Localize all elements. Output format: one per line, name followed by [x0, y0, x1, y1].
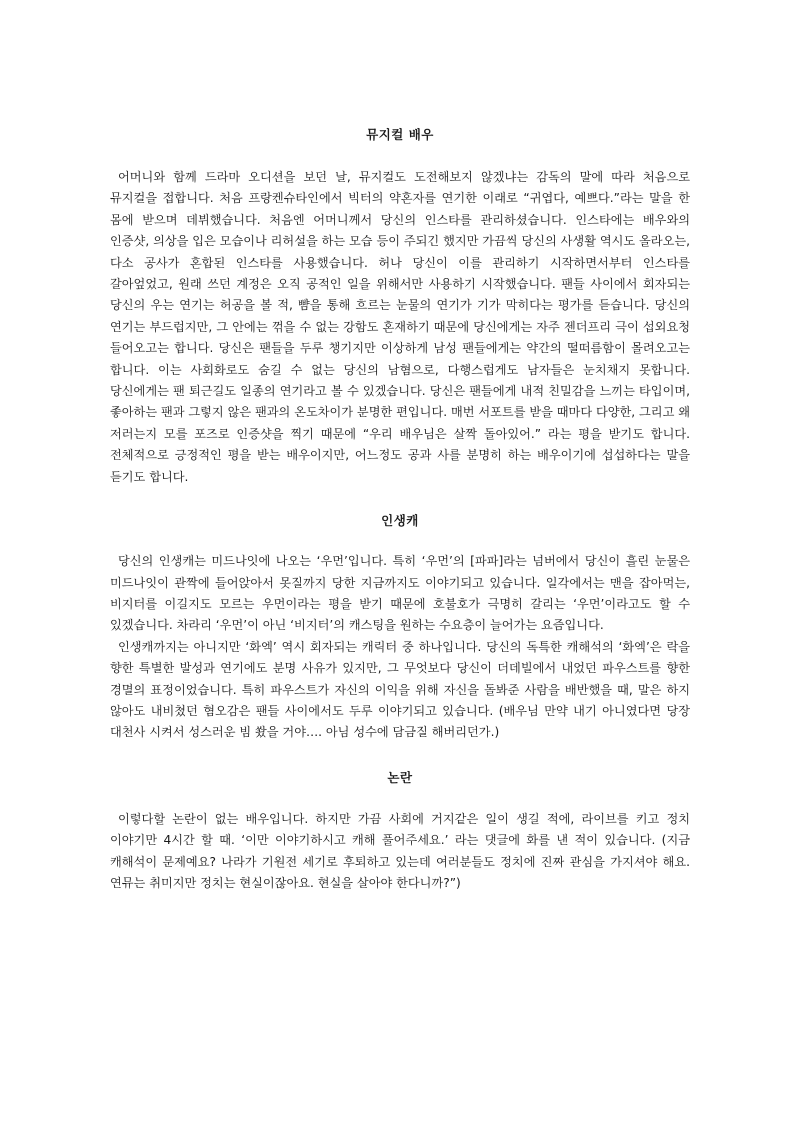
body-paragraph: 인생캐까지는 아니지만 ‘화엑’ 역시 회자되는 캐릭터 중 하나입니다. 당신의 독특한 캐해석의 ‘화엑’은 락을 향한 특별한 발성과 연기에도 분명 사유가 있지만, 그 무엇보다 당신이 더데빌에서 내었던 파우스트를 향한 경멸의 표정이었습니다. 특히 파우스트가 자신의 이익을 위해 자신을 돌봐준 사람을 배반했을 때, 말은 하지 않아도 내비쳤던 혐오감은 팬들 사이에서도 두루 이야기되고 있습니다. (배우님 만약 내기 아니였다면 당장 대천사 시켜서 성스러운 빔 쐈을 거야…. 아님 성수에 담금질 해버리던가.): [110, 639, 690, 740]
body-paragraph: 당신의 인생캐는 미드나잇에 나오는 ‘우먼’입니다. 특히 ‘우먼’의 [파파]라는 넘버에서 당신이 흘린 눈물은 미드나잇이 관짝에 들어앉아서 못질까지 당한 지금까지도 이야기되고 있습니다. 일각에서는 맨을 잡아먹는, 비지터를 이길지도 모르는 우먼이라는 평을 받기 때문에 호불호가 극명히 갈리는 ‘우먼’이라고도 할 수 있겠습니다. 차라리 ‘우먼’이 아닌 ‘비지터’의 캐스팅을 원하는 수요층이 늘어가는 요즘입니다.: [110, 554, 690, 633]
document-page: [110, 125, 690, 894]
body-paragraph: 어머니와 함께 드라마 오디션을 보던 날, 뮤지컬도 도전해보지 않겠냐는 감독의 말에 따라 처음으로 뮤지컬을 접합니다. 처음 프랑켄슈타인에서 빅터의 약혼자를 연기한 이래로 “귀엽다, 예쁘다.”라는 말을 한 몸에 받으며 데뷔했습니다. 처음엔 어머니께서 당신의 인스타를 관리하셨습니다. 인스타에는 배우와의 인증샷, 의상을 입은 모습이나 리허설을 하는 모습 등이 주되긴 했지만 가끔씩 당신의 사생활 역시도 올라오는, 다소 공사가 혼합된 인스타를 사용했습니다. 허나 당신이 이를 관리하기 시작하면서부터 인스타를 갈아엎었고, 원래 쓰던 계정은 오직 공적인 일을 위해서만 사용하기 시작했습니다. 팬들 사이에서 회자되는 당신의 우는 연기는 허공을 볼 적, 뺨을 통해 흐르는 눈물의 연기가 기가 막히다는 평가를 듣습니다. 당신의 연기는 부드럽지만, 그 안에는 꺾을 수 없는 강함도 혼재하기 때문에 당신에게는 자주 젠더프리 극이 섭외요청 들어오고는 합니다. 당신은 팬들을 두루 챙기지만 이상하게 남성 팬들에게는 약간의 떨떠름함이 몰려오고는 합니다. 이는 사회화로도 숨길 수 없는 당신의 남혐으로, 다행스럽게도 남자들은 눈치채지 못합니다. 당신에게는 팬 퇴근길도 일종의 연기라고 볼 수 있겠습니다. 당신은 팬들에게 내적 친밀감을 느끼는 타입이며, 좋아하는 팬과 그렇지 않은 팬과의 온도차이가 분명한 편입니다. 매번 서포트를 받을 때마다 다양한, 그리고 왜 저러는지 모를 포즈로 인증샷을 찍기 때문에 “우리 배우님은 살짝 돌아있어.” 라는 평을 받기도 합니다. 전체적으로 긍정적인 평을 받는 배우이지만, 어느정도 공과 사를 분명히 하는 배우이기에 섭섭하다는 말을 듣기도 합니다.: [110, 170, 691, 484]
section-title-controversy: 논란: [387, 769, 413, 785]
body-paragraph: 이렇다할 논란이 없는 배우입니다. 하지만 가끔 사회에 거지같은 일이 생길 적에, 라이브를 키고 정치 이야기만 4시간 할 때. ‘이만 이야기하시고 캐해 풀어주세요.’ 라는 댓글에 화를 낸 적이 있습니다. (지금 캐해석이 문제예요? 나라가 기원전 세기로 후퇴하고 있는데 여러분들도 정치에 진짜 관심을 가지셔야 해요. 연뮤는 취미지만 정치는 현실이잖아요. 현실을 살아야 한다니까?”): [110, 811, 690, 890]
section-title-musical-actor: 뮤지컬 배우: [366, 127, 434, 142]
section-title-life-character: 인생캐: [381, 513, 419, 529]
